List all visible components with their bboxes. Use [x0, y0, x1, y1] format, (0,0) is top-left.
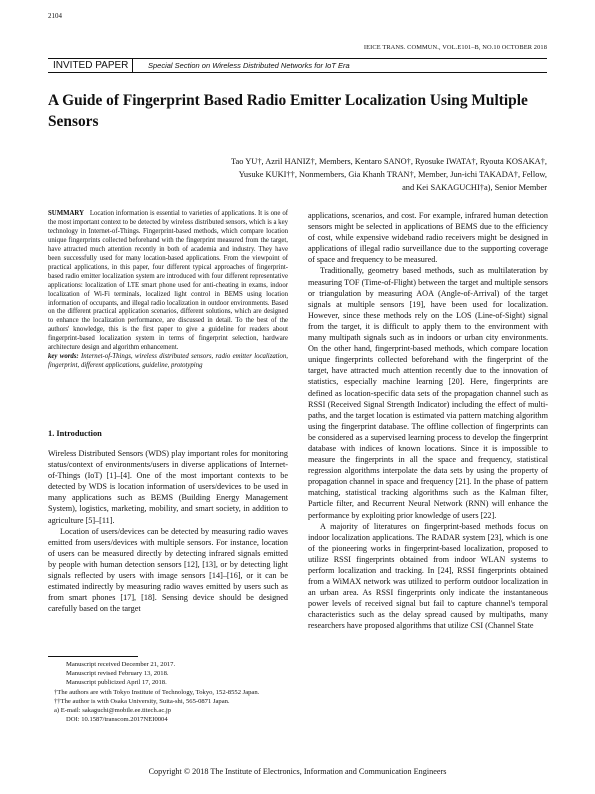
summary-label: SUMMARY — [48, 210, 85, 217]
special-section-label: Special Section on Wireless Distributed Networks for IoT Era — [148, 61, 350, 70]
paper-title: A Guide of Fingerprint Based Radio Emitter Localization Using Multiple Sensors — [48, 92, 528, 130]
footnotes — [48, 660, 288, 724]
footnote-divider — [48, 656, 138, 657]
intro-body — [48, 448, 288, 614]
paragraph: Location of users/devices can be detected by measuring radio waves emitted from users/devices with multiple sensors. For instance, location of users can be measured directly by detecting infrared signals emitted by people with human detection sensors [12], [13], or by detecting light signals reflected by users with image sensors [14]–[16], or it can be estimated indirectly by measuring radio waves emitted by users such as from smart phones [17], [18]. Sensing device should be designed carefully based on the target — [48, 526, 288, 614]
abstract — [48, 210, 288, 371]
keywords-text: Internet-of-Things, wireless distributed sensors, radio emitter localization, fingerprint, different applications, guideline, prototyping — [48, 353, 289, 370]
page-number: 2104 — [48, 12, 62, 20]
paragraph: applications, scenarios, and cost. For example, infrared human detection sensors might be selected in applications of BEMS due to the efficiency of cost, while expensive wideband radio receivers might be designed in applications of illegal radio surveillance due to the supporting coverage of space and frequency to be measured. — [308, 211, 548, 265]
copyright-notice: Copyright © 2018 The Institute of Electronics, Information and Communication Engineers — [148, 767, 447, 776]
authors-line: and Kei SAKAGUCHI†a), Senior Member — [402, 183, 547, 192]
paragraph: Traditionally, geometry based methods, such as multilateration by measuring TOF (Time-of-Flight) between the target and multiple sensors or triangulation by measuring AOA (Angle-of-Arrival) of the target signals at multiple sensors [19], have been used for localization. However, since these methods rely on the LOS (Line-of-Sight) signal from the target, it is difficult to apply them to the environment with many multipath signals such as in indoors or urban city environments. On the other hand, fingerprint-based methods, which compare location unique fingerprints collected beforehand with the fingerprint of the target, have attracted much attention recently due to the innovation of statistics, especially machine learning [20]. Here, fingerprints are defined as location-specific data sets of the propagation channel such as RSSI (Received Signal Strength Indicator) including the effect of multi-paths, and the target location is estimated via pattern matching algorithm using the fingerprint database. The offline collection of fingerprints can be considered as a supervised learning process to develop the fingerprint database with indices of known locations. Since it is impossible to measure the fingerprints in all the space and frequency, statistical regression algorithms interpolate the data sets by using the property of propagation channel in space and frequency [21]. In the phase of pattern matching, statistical tracking algorithms such as the Kalman filter, Particle filter, and Recurrent Neural Network (RNN) will enhance the performance by exploiting prior knowledge of users [22]. — [308, 266, 548, 520]
email-footnote: a) E-mail: sakaguchi@mobile.ee.titech.ac.jp — [54, 707, 172, 715]
invited-paper-label: INVITED PAPER — [49, 59, 133, 72]
footnote: Manuscript received December 21, 2017. — [66, 661, 176, 668]
authors-line: Tao YU†, Azril HANIZ†, Members, Kentaro SANO†, Ryosuke IWATA†, Ryouta KOSAKA†, — [231, 157, 547, 166]
footnote: ††The author is with Osaka University, Suita-shi, 565-0871 Japan. — [54, 697, 230, 705]
footnote: †The authors are with Tokyo Institute of Technology, Tokyo, 152-8552 Japan. — [54, 688, 260, 696]
paragraph: A majority of literatures on fingerprint-based methods focus on indoor localization applications. The RADAR system [23], which is one of the pioneering works in fingerprint-based localization, proposed to utilize RSSI fingerprints obtained from indoor WLAN systems to perform localization and tracking. In [24], RSSI fingerprints obtained from a WiMAX network was utilized to perform outdoor localization in an urban area. As RSSI fingerprints only indicate the instantaneous power levels of received signal but fail to capture channel's temporal characteristics such as the delay spread caused by multipaths, many researchers have proposed algorithms that utilize CSI (Channel State — [308, 521, 548, 631]
section-heading: 1. Introduction — [48, 429, 102, 438]
author-list — [107, 155, 547, 194]
paragraph: Wireless Distributed Sensors (WDS) play important roles for monitoring status/context of environments/users in diverse applications of Internet-of-Things (IoT) [1]–[4]. One of the most important contexts to be detected by WDS is location information of users/devices to be used in many applications such as BEMS (Building Energy Management System), logistics, marketing, mobility, and smart society, in addition to agriculture [5]–[11]. — [48, 449, 288, 525]
keywords-label: key words: — [48, 353, 79, 361]
summary-text: Location information is essential to varieties of applications. It is one of the most important context to be detected by wireless distributed sensors, which is a key technology in Internet-of-Things. Fingerprint-based methods, which compare location unique fingerprints collected beforehand with the fingerprint measured from the target, have attracted much attention recently in both of academia and industry. They have been successfully used for many location-based applications. From the viewpoint of practical applications, in this paper, four different typical approaches of fingerprint-based radio emitter localization system are introduced with four different representative applications: localization of LTE smart phone used for anti-cheating in exams, indoor localization of Wi-Fi terminals, localized light control in BEMS using location information of occupants, and illegal radio localization in outdoor environments. Based on the different practical application scenarios, different solutions, which are designed to enhance the localization performance, are discussed in detail. To the best of the authors' knowledge, this is the first paper to give a guideline for readers about fingerprint-based localization system in terms of fingerprint selection, hardware architecture design and algorithm enhancement. — [48, 210, 288, 352]
journal-header: IEICE TRANS. COMMUN., VOL.E101–B, NO.10 OCTOBER 2018 — [363, 44, 547, 51]
section-banner — [48, 58, 547, 73]
footnote: Manuscript publicized April 17, 2018. — [66, 679, 167, 687]
doi: DOI: 10.1587/transcom.2017NEI0004 — [66, 716, 168, 724]
right-column-body — [308, 210, 548, 632]
authors-line: Yusuke KUKI††, Nonmembers, Gia Khanh TRAN†, Member, Jun-ichi TAKADA†, Fellow, — [238, 170, 547, 179]
footnote: Manuscript revised February 13, 2018. — [66, 670, 169, 678]
